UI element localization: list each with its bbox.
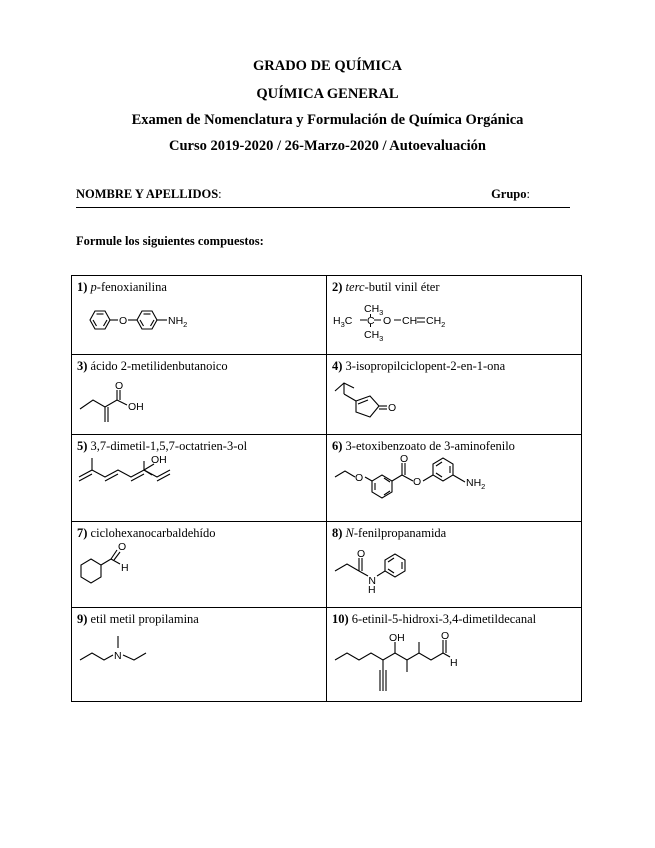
svg-text:O: O	[115, 380, 124, 392]
structure-ethylmethylpropylamine	[72, 608, 327, 702]
svg-text:CH2: $CH_2$	[426, 315, 446, 329]
svg-text:NH2: $NH_2$	[466, 477, 486, 491]
compound-cell-6: 6) 3-etoxibenzoato de 3-aminofenilo O O O $NH_2$	[327, 435, 582, 522]
svg-text:H3C: $H_3C$	[333, 315, 353, 329]
compound-cell-8: 8) N-fenilpropanamida O N H	[327, 522, 582, 608]
compound-cell-4: 4) 3-isopropilciclopent-2-en-1-ona O	[327, 355, 582, 435]
svg-text:CH: CH	[402, 315, 418, 327]
svg-text:O: O	[118, 541, 127, 553]
svg-text:O: O	[119, 315, 128, 327]
compound-cell-9: 9) etil metil propilamina N	[72, 608, 327, 702]
group-field[interactable]: Grupo:	[491, 187, 530, 201]
compound-cell-1: 1) p-fenoxianilina O $NH_2$	[72, 276, 327, 355]
compound-cell-3: 3) ácido 2-metilidenbutanoico O OH	[72, 355, 327, 435]
svg-text:NH: N H	[368, 575, 376, 596]
compound-cell-5: 5) 3,7-dimetil-1,5,7-octatrien-3-ol OH	[72, 435, 327, 522]
svg-text:OH: OH	[128, 401, 144, 413]
svg-text:N: N	[114, 650, 122, 662]
structure-ethynyl-hydroxy-dimethyldecanal	[327, 608, 582, 702]
svg-text:CH3: $CH_3$	[364, 303, 384, 317]
compound-cell-7: 7) ciclohexanocarbaldehído O H	[72, 522, 327, 608]
compound-cell-10: 10) 6-etinil-5-hidroxi-3,4-dimetildecanal OH O H	[327, 608, 582, 702]
structure-3-isopropylcyclopentenone	[327, 355, 582, 435]
svg-text:O: O	[441, 630, 450, 642]
structure-aminophenyl-ethoxybenzoate	[327, 435, 582, 522]
course-title: QUÍMICA GENERAL	[256, 86, 399, 102]
svg-text:O: O	[383, 315, 392, 327]
exam-title: Examen de Nomenclatura y Formulación de Química Orgánica	[131, 112, 524, 128]
structure-2-methylidenebutanoic-acid	[72, 355, 327, 435]
group-label: Grupo	[491, 187, 527, 201]
svg-text:H: H	[121, 562, 129, 574]
compound-cell-2: 2) terc-butil vinil éter $H_3C$ C O CH $CH_2$ $CH_3$ $CH_3$	[327, 276, 582, 355]
svg-text:O: O	[388, 402, 397, 414]
exam-date: Curso 2019-2020 / 26-Marzo-2020 / Autoevaluación	[169, 138, 486, 154]
svg-text:O: O	[355, 472, 364, 484]
structure-p-phenoxyaniline	[72, 276, 327, 355]
structure-cyclohexanecarbaldehyde	[72, 522, 327, 608]
svg-text:O: O	[400, 453, 409, 465]
structure-n-phenylpropanamide	[327, 522, 582, 608]
svg-text:CH3: $CH_3$	[364, 329, 384, 343]
name-field[interactable]: NOMBRE Y APELLIDOS: Grupo:	[76, 187, 570, 208]
compounds-table	[71, 275, 582, 702]
svg-text:NH2: $NH_2$	[168, 315, 188, 329]
svg-text:OH: OH	[389, 632, 405, 644]
svg-text:C: C	[367, 315, 375, 327]
instructions: Formule los siguientes compuestos:	[76, 234, 264, 248]
svg-text:O: O	[357, 548, 366, 560]
svg-text:O: O	[413, 476, 422, 488]
svg-text:OH: OH	[151, 454, 167, 466]
svg-text:H: H	[450, 657, 458, 669]
degree-title: GRADO DE QUÍMICA	[252, 58, 403, 74]
structure-dimethyloctatrienol	[72, 435, 327, 522]
structure-tert-butyl-vinyl-ether	[327, 276, 582, 355]
name-label: NOMBRE Y APELLIDOS	[76, 187, 219, 201]
